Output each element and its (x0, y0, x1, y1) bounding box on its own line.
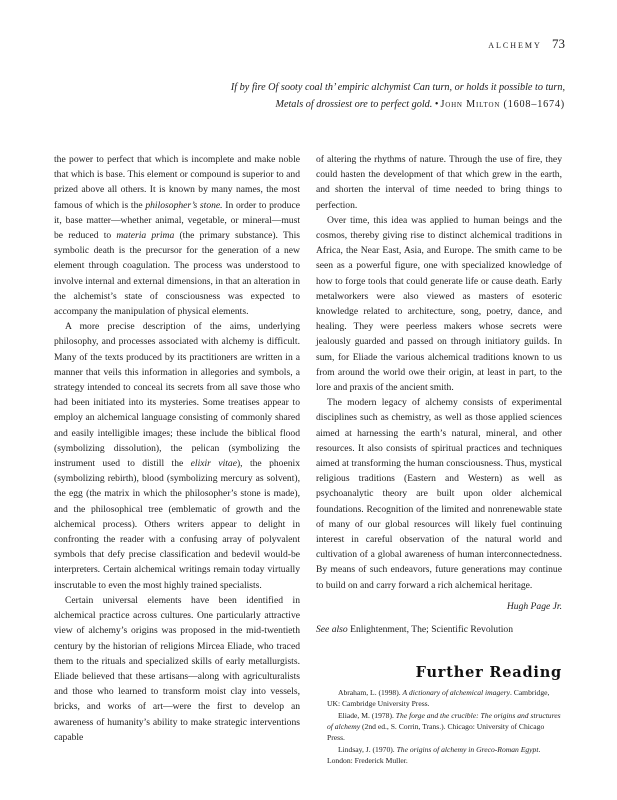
right-paragraph-2: Over time, this idea was applied to human beings and the cosmos, thereby giving rise to distinct alchemical traditions in Africa, the Near East, Asia, and Europe. The smith came to be seen as a powerful figure, one with specialized knowledge of how to forge tools that could generate life or cause death. Early metalworkers were also viewed as masters of esoteric knowledge related to architecture, song, poetry, dance, and healing. They were peerless makers whose secrets were jealously guarded and passed on through initiatory guilds. In sum, for Eliade the various alchemical traditions known to us from around the world owe their origin, at least in part, to the lore and praxis of the ancient smith. (316, 214, 562, 394)
author-signature: Hugh Page Jr. (506, 600, 562, 612)
ref-title: The forge and the crucible: The origins and structures of alchemy (327, 710, 561, 731)
left-paragraph-2 (54, 319, 300, 593)
term-materia-prima: materia prima (116, 230, 175, 242)
epigraph-line-2 (145, 96, 565, 113)
running-head (488, 36, 565, 52)
right-paragraph-1: of altering the rhythms of nature. Through the use of fire, they could hasten the development of that which grew in the earth, and shorten the interval of time needed to bring things to perfection. (316, 154, 562, 211)
page-number: 73 (552, 36, 565, 51)
left-paragraph-3: Certain universal elements have been identified in alchemical practice across cultures. One particularly attractive view of alchemy’s origins was proposed in the mid-twentieth century by the historian of religions Mircea Eliade, who traced them to the rituals and specialized skills of early metallurgists. Eliade believed that these artisans—along with agriculturalists and those who learned to transform moist clay into vessels, bricks, and works of art—were the first to develop an awareness of humanity’s ability to make strategic interventions capable (54, 594, 300, 743)
ref-author: Lindsay, J. (1970). (338, 744, 397, 754)
see-also (316, 622, 562, 637)
left-p2-text-a: A more precise description of the aims, underlying philosophy, and processes associated with alchemy is difficult. Many of the texts produced by its practitioners are written in a manner that veils this information in allegories and symbols, a strategy intended to conceal its secrets from all save those who had been initiated into its mysteries. Some treatises appear to employ an alchemical language consisting of commonly shared and easily intelligible images; these include the biblical flood (symbolizing dissolution), the pelican (symbolizing the instrument used to distill the (54, 321, 300, 470)
reference-item (316, 687, 562, 709)
ref-title: The origins of alchemy in Greco-Roman Egypt (396, 744, 539, 754)
epigraph-line-2-text: Metals of drossiest ore to perfect gold. (275, 99, 433, 110)
bullet-icon: • (434, 99, 439, 110)
reference-list (316, 687, 562, 766)
right-paragraph-3: The modern legacy of alchemy consists of experimental disciplines such as chemistry, as well as those applied sciences aimed at harnessing the earth’s natural, mineral, and other resources. It also consists of spiritual practices and techniques aimed at transforming the human consciousness. Thus, mystical religious traditions (Eastern and Western) as well as psychoanalytic theory are built upon older alchemical foundations. Recognition of the limited and nonrenewable state of many of our global resources will likely fuel continuing interest in careful observation of the natural world and cultivation of a global awareness of human interconnectedness. By means of such endeavors, future generations may continue to build on and carry forward a rich alchemical heritage. (316, 397, 562, 591)
left-p1-text-b: In order to produce it, base matter—whether animal, vegetable, or mineral—must be reduced to (54, 199, 300, 242)
epigraph-attribution: John Milton (1608–1674) (440, 99, 565, 110)
ref-rest: . Cambridge, UK: Cambridge University Press. (327, 687, 550, 708)
ref-rest: (2nd ed., S. Corrin, Trans.). Chicago: University of Chicago Press. (327, 721, 545, 742)
see-also-text: Enlightenment, The; Scientific Revolution (347, 624, 514, 636)
ref-title: A dictionary of alchemical imagery (402, 687, 510, 697)
running-title: alchemy (488, 39, 542, 51)
ref-rest: . London: Frederick Muller. (327, 744, 541, 765)
left-p2-text-b: ), the phoenix (symbolizing rebirth), blood (symbolizing mercury as solvent), the egg (the matrix in which the philosopher’s stone is made), and the philosophical tree (emblematic of growth and the alchemical process). Others writers appear to delight in confronting the reader with a confusing array of polyvalent symbols that defy precise classification and bedevil would-be interpreters. Certain alchemical writings remain today virtually inscrutable to even the most highly trained specialists. (54, 458, 300, 591)
reference-item (316, 710, 562, 743)
epigraph (145, 79, 565, 113)
right-column (316, 152, 562, 766)
see-also-label: See also (316, 624, 348, 636)
reference-item (316, 744, 562, 766)
ref-author: Abraham, L. (1998). (338, 687, 403, 697)
further-reading-heading: Further Reading (415, 664, 562, 682)
left-p1-text-c: (the primary substance). This symbolic death is the precursor for the generation of a new element through coagulation. The process was understood to involve internal and external dimensions, in that an alteration in the alchemist’s state of consciousness was expected to accompany the manipulation of physical elements. (54, 230, 300, 318)
ref-author: Eliade, M. (1978). (338, 710, 396, 720)
left-paragraph-1 (54, 152, 300, 319)
epigraph-line-1: If by fire Of sooty coal th’ empiric alchymist Can turn, or holds it possible to turn, (230, 82, 565, 93)
left-column (54, 152, 300, 745)
term-elixir-vitae: elixir vitae (190, 458, 237, 470)
left-p1-text-a: the power to perfect that which is incomplete and make noble that which is base. This element or compound is superior to and prized above all others. It is known by many names, the most famous of which is the (54, 154, 300, 211)
term-philosophers-stone: philosopher’s stone. (145, 199, 223, 211)
